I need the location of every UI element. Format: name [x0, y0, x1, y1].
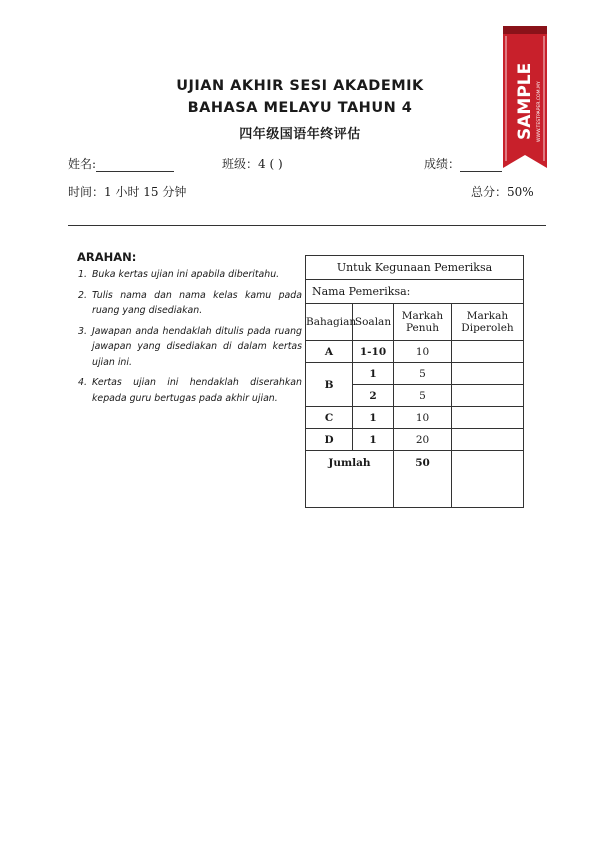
subject-title: BAHASA MELAYU TAHUN 4 [187, 100, 413, 116]
header-soalan: Soalan [353, 304, 394, 341]
cell-diperoleh [452, 341, 524, 363]
header-bahagian: Bahagian [306, 304, 353, 341]
sample-ribbon-icon [503, 18, 547, 173]
cell-soalan: 1 [353, 429, 394, 451]
examiner-name-field: Nama Pemeriksa: [306, 280, 524, 304]
exam-title: UJIAN AKHIR SESI AKADEMIK [176, 78, 424, 94]
cell-diperoleh [452, 429, 524, 451]
grade-field [424, 155, 502, 172]
table-row [306, 363, 524, 385]
instruction-item: 3. Jawapan anda hendaklah ditulis pada ruang jawapan yang disediakan di dalam kertas ujian ini. [78, 325, 302, 368]
name-label: 姓名: [68, 157, 97, 171]
chinese-title: 四年级国语年终评估 [239, 127, 361, 142]
cell-markah: 5 [394, 363, 452, 385]
total-marks-field: 总分：50% [471, 185, 534, 199]
class-field: 班级：4 ( ) [222, 157, 283, 171]
cell-soalan: 2 [353, 385, 394, 407]
cell-markah: 5 [394, 385, 452, 407]
cell-diperoleh [452, 385, 524, 407]
name-blank [96, 171, 174, 172]
examiner-table [305, 255, 524, 508]
cell-bahagian: D [306, 429, 353, 451]
cell-bahagian: B [306, 363, 353, 407]
examiner-table-title: Untuk Kegunaan Pemeriksa [306, 256, 524, 280]
total-value: 50 [394, 451, 452, 508]
header-markah-diperoleh: Markah Diperoleh [452, 304, 524, 341]
header-markah-penuh: Markah Penuh [394, 304, 452, 341]
cell-bahagian: A [306, 341, 353, 363]
table-row [306, 341, 524, 363]
ribbon-fold [503, 26, 547, 34]
cell-markah: 20 [394, 429, 452, 451]
instruction-item: 4. Kertas ujian ini hendaklah diserahkan kepada guru bertugas pada akhir ujian. [78, 377, 302, 404]
table-total-row [306, 451, 524, 508]
instruction-item: 2. Tulis nama dan nama kelas kamu pada ruang yang disediakan. [78, 289, 302, 316]
cell-soalan: 1 [353, 407, 394, 429]
instructions-list [78, 267, 302, 411]
grade-blank [460, 171, 502, 172]
cell-markah: 10 [394, 341, 452, 363]
instructions-title: ARAHAN: [77, 250, 137, 264]
cell-soalan: 1 [353, 363, 394, 385]
instruction-item: 1. Buka kertas ujian ini apabila diberitahu. [78, 269, 280, 280]
table-row [306, 429, 524, 451]
total-diperoleh [452, 451, 524, 508]
cell-markah: 10 [394, 407, 452, 429]
header-divider [68, 225, 546, 226]
ribbon-url: WWW.TESTPAPER.COM.MY [537, 81, 542, 142]
cell-diperoleh [452, 363, 524, 385]
ribbon-text: SAMPLE [515, 62, 535, 140]
cell-soalan: 1-10 [353, 341, 394, 363]
cell-bahagian: C [306, 407, 353, 429]
total-label: Jumlah [306, 451, 394, 508]
table-header-row [306, 304, 524, 341]
time-field: 时间：1 小时 15 分钟 [68, 185, 187, 199]
table-row [306, 407, 524, 429]
cell-diperoleh [452, 407, 524, 429]
grade-label: 成绩： [424, 157, 461, 171]
name-field [68, 155, 174, 172]
